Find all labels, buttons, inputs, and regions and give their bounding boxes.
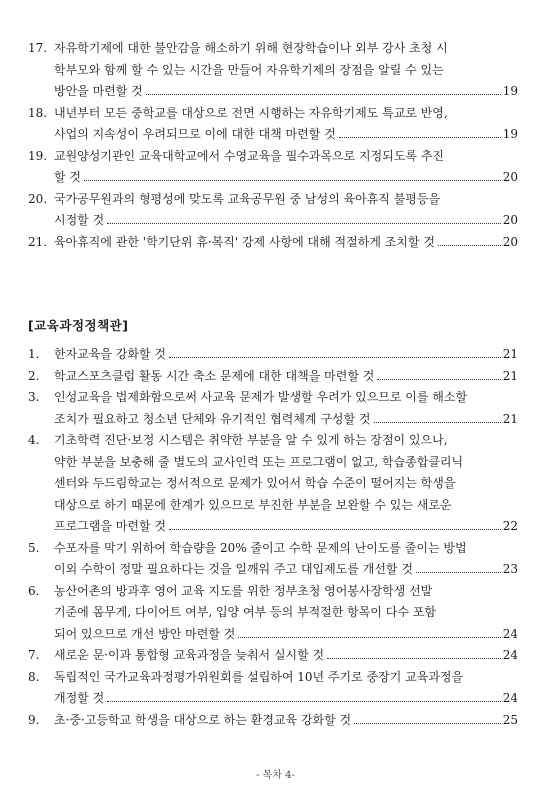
page-footer: - 목차 4- bbox=[256, 770, 295, 781]
toc-entry-text-line: 조치가 필요하고 청소년 단체와 유기적인 협력체계 구성할 것 bbox=[54, 411, 371, 426]
toc-entry-number: 4. bbox=[28, 433, 40, 447]
toc-page-number: 24 bbox=[502, 626, 518, 641]
toc-entry bbox=[28, 232, 518, 254]
toc-entry-text-line: 국가공무원과의 형평성에 맞도록 교육공무원 중 남성의 육아휴직 불평등을 bbox=[54, 191, 441, 206]
toc-entry-text-line: 프로그램을 마련할 것 bbox=[54, 519, 166, 533]
toc-entry-text-line: 교원양성기관인 교육대학교에서 수영교육을 필수과목으로 지정되도록 추진 bbox=[54, 148, 445, 163]
toc-page-number: 21 bbox=[502, 411, 518, 426]
toc-entry-text-line: 새로운 문·이과 통합형 교육과정을 늦춰서 실시할 것 bbox=[54, 648, 325, 662]
toc-entry-text-line: 농산어촌의 방과후 영어 교육 지도를 위한 정부초청 영어봉사장학생 선발 bbox=[54, 583, 433, 598]
dot-leader bbox=[146, 93, 501, 95]
toc-entry bbox=[28, 667, 518, 710]
dot-leader bbox=[327, 657, 501, 659]
toc-entry-text-line: 한자교육을 강화할 것 bbox=[54, 347, 166, 361]
toc-entry-text-line: 대상으로 하기 때문에 한계가 있으므로 부진한 부분을 보완할 수 있는 새로운 bbox=[54, 497, 452, 512]
toc-entry bbox=[28, 430, 518, 538]
dot-leader bbox=[107, 700, 501, 702]
toc-entry-number: 6. bbox=[28, 583, 40, 598]
toc-entry-number: 2. bbox=[28, 368, 40, 383]
dot-leader bbox=[438, 244, 501, 246]
toc-entry-number: 5. bbox=[28, 540, 40, 555]
toc-entry bbox=[28, 581, 518, 646]
toc-entry-text-line: 자유학기제에 대한 불안감을 해소하기 위해 현장학습이나 외부 강사 초청 시 bbox=[54, 41, 448, 55]
dot-leader bbox=[84, 179, 501, 181]
section-title: [교육과정정책관] bbox=[28, 318, 129, 333]
toc-entry-number: 9. bbox=[28, 712, 40, 727]
toc-list-section-2 bbox=[28, 344, 518, 731]
toc-entry-text-line: 기준에 몸무게, 다이어트 여부, 입양 여부 등의 부적절한 항목이 다수 포함 bbox=[54, 605, 436, 619]
toc-list-section-1 bbox=[28, 38, 518, 253]
toc-entry-text-line: 학부모와 함께 할 수 있는 시간을 만들어 자유학기제의 장점을 알릴 수 있는 bbox=[54, 62, 444, 77]
toc-page-number: 24 bbox=[502, 648, 518, 662]
toc-entry bbox=[28, 366, 518, 388]
toc-page-number: 21 bbox=[502, 347, 518, 361]
toc-page-number: 20 bbox=[502, 170, 518, 184]
toc-entry-text-line: 초·중·고등학교 학생을 대상으로 하는 환경교육 강화할 것 bbox=[54, 712, 352, 727]
dot-leader bbox=[169, 356, 501, 358]
dot-leader bbox=[354, 722, 501, 724]
toc-page-number: 20 bbox=[502, 234, 518, 249]
toc-entry bbox=[28, 189, 518, 232]
toc-entry bbox=[28, 146, 518, 189]
toc-entry-number: 17. bbox=[28, 41, 48, 55]
toc-entry-number: 18. bbox=[28, 105, 48, 120]
toc-entry-text-line: 인성교육을 법제화함으로써 사교육 문제가 발생할 우려가 있으므로 이를 해소할 bbox=[54, 390, 468, 404]
toc-page-number: 23 bbox=[502, 562, 518, 576]
toc-page-number: 20 bbox=[502, 213, 518, 227]
toc-entry-text-line: 개정할 것 bbox=[54, 691, 105, 705]
toc-entry-number: 21. bbox=[28, 234, 48, 249]
toc-entry-text-line: 내년부터 모든 중학교를 대상으로 전면 시행하는 자유학기제도 특교로 반영, bbox=[54, 105, 448, 120]
toc-entry-number: 8. bbox=[28, 669, 40, 684]
dot-leader bbox=[107, 222, 501, 224]
toc-entry-text-line: 기초학력 진단·보정 시스템은 취약한 부분을 알 수 있게 하는 장점이 있으나, bbox=[54, 433, 448, 447]
toc-entry-number: 20. bbox=[28, 191, 48, 206]
toc-page-number: 24 bbox=[502, 691, 518, 705]
toc-entry bbox=[28, 38, 518, 103]
dot-leader bbox=[416, 571, 501, 573]
toc-entry-number: 1. bbox=[28, 347, 40, 361]
toc-entry-text-line: 육아휴직에 관한 '학기단위 휴·복직' 강제 사항에 대해 적절하게 조치할 것 bbox=[54, 234, 435, 249]
toc-page-number: 25 bbox=[502, 712, 518, 727]
toc-entry-text-line: 방안을 마련할 것 bbox=[54, 84, 143, 98]
toc-entry-text-line: 센터와 두드림학교는 정서적으로 문제가 있어서 학습 수준이 떨어지는 학생을 bbox=[54, 476, 456, 490]
dot-leader bbox=[169, 528, 501, 530]
dot-leader bbox=[377, 378, 500, 380]
toc-entry-text-line: 시정할 것 bbox=[54, 213, 105, 227]
toc-entry-text-line: 약한 부분을 보충해 줄 별도의 교사인력 또는 프로그램이 없고, 학습종합클리닉 bbox=[54, 454, 464, 469]
toc-entry-text-line: 사업의 지속성이 우려되므로 이에 대한 대책 마련할 것 bbox=[54, 127, 336, 141]
toc-entry-text-line: 수포자를 막기 위하여 학습량을 20% 줄이고 수학 문제의 난이도를 줄이는 방법 bbox=[54, 540, 467, 555]
toc-entry-text-line: 되어 있으므로 개선 방안 마련할 것 bbox=[54, 626, 236, 641]
toc-page-number: 21 bbox=[502, 368, 518, 383]
toc-entry-text-line: 할 것 bbox=[54, 170, 81, 184]
dot-leader bbox=[238, 636, 500, 638]
dot-leader bbox=[339, 136, 501, 138]
toc-entry-text-line: 이외 수학이 정말 필요하다는 것을 일깨워 주고 대입제도를 개선할 것 bbox=[54, 562, 413, 576]
toc-page-number: 19 bbox=[502, 127, 518, 141]
toc-entry-number: 7. bbox=[28, 648, 40, 662]
toc-page-number: 19 bbox=[502, 84, 518, 98]
toc-entry-number: 3. bbox=[28, 390, 40, 404]
toc-entry bbox=[28, 538, 518, 581]
toc-entry bbox=[28, 387, 518, 430]
toc-entry bbox=[28, 103, 518, 146]
toc-entry-number: 19. bbox=[28, 148, 48, 163]
toc-entry bbox=[28, 645, 518, 667]
toc-entry-text-line: 독립적인 국가교육과정평가위원회를 설립하여 10년 주기로 중장기 교육과정을 bbox=[54, 669, 464, 684]
dot-leader bbox=[374, 421, 501, 423]
toc-page-number: 22 bbox=[502, 519, 518, 533]
toc-entry bbox=[28, 710, 518, 732]
toc-entry-text-line: 학교스포츠클럽 활동 시간 축소 문제에 대한 대책을 마련할 것 bbox=[54, 368, 375, 383]
toc-entry bbox=[28, 344, 518, 366]
